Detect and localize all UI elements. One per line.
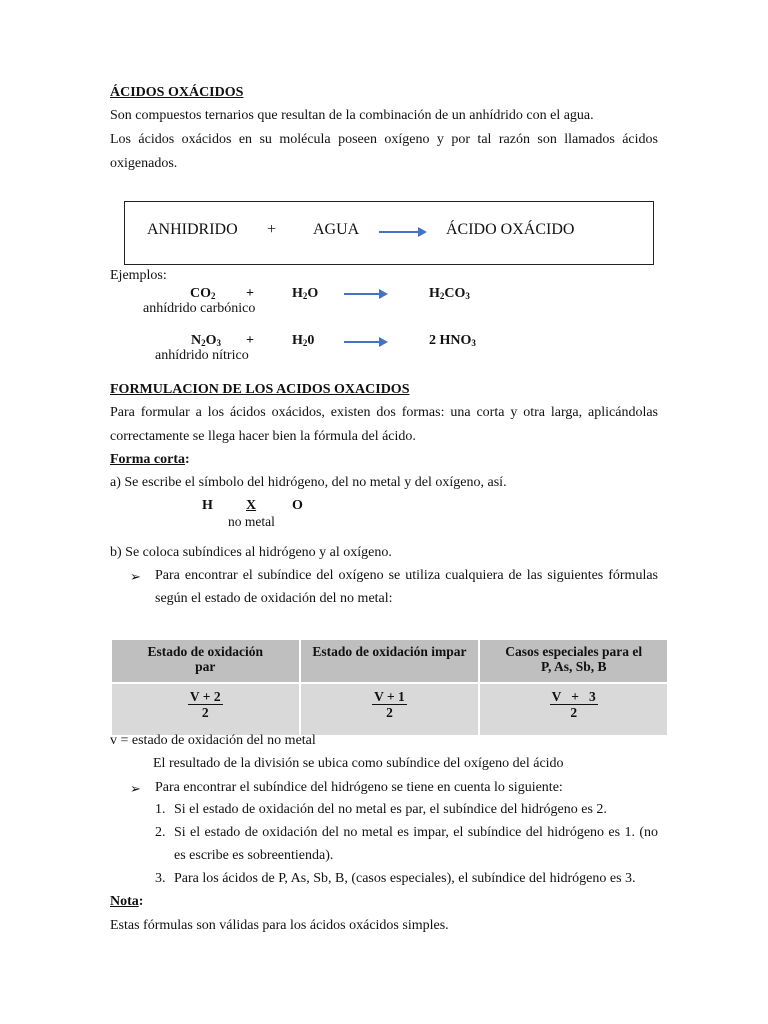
table-formula-odd: $\frac{V + 1}{2}$ <box>301 684 479 735</box>
intro-line-3: oxigenados. <box>110 156 178 171</box>
note-label: Nota: <box>110 894 144 909</box>
list-number-3: 3. <box>155 871 166 886</box>
example1-reactant1: $CO_2$ <box>190 286 216 301</box>
table-header-special: Casos especiales para el P, As, Sb, B <box>480 640 667 682</box>
step-b: b) Se coloca subíndices al hidrógeno y al oxígeno. <box>110 545 392 560</box>
example1-arrow-icon <box>344 293 386 295</box>
bullet1-line-2: según el estado de oxidación del no metal: <box>155 591 393 606</box>
formula-x: X <box>246 498 257 513</box>
list-number-1: 1. <box>155 802 166 817</box>
example1-reactant2: $H_2O$ <box>292 286 319 301</box>
formula-o: O <box>292 498 303 513</box>
step-a: a) Se escribe el símbolo del hidrógeno, del no metal y del oxígeno, así. <box>110 475 507 490</box>
examples-label: Ejemplos: <box>110 268 167 283</box>
bullet1-line-1: Para encontrar el subíndice del oxígeno se utiliza cualquiera de las siguientes fórmulas <box>155 568 658 583</box>
example2-arrow-icon <box>344 341 386 343</box>
intro-line-2: Los ácidos oxácidos en su molécula poseen oxígeno y por tal razón son llamados ácidos <box>110 132 658 147</box>
example2-name: anhídrido nítrico <box>155 348 249 363</box>
reaction-arrow-icon <box>379 231 425 233</box>
division-result: El resultado de la división se ubica como subíndice del oxígeno del ácido <box>153 756 564 771</box>
table-header-odd: Estado de oxidación impar <box>301 640 479 682</box>
table-header-even: Estado de oxidación par <box>112 640 299 682</box>
formulation-line-1: Para formular a los ácidos oxácidos, existen dos formas: una corta y otra larga, aplicándolas <box>110 405 658 420</box>
list-number-2: 2. <box>155 825 166 840</box>
list-item-2-cont: es escribe es sobreentienda). <box>174 848 334 863</box>
example2-reactant2: $H_20$ <box>292 333 315 348</box>
table-formula-even: $\frac{V + 2}{2}$ <box>112 684 299 735</box>
page-title: ÁCIDOS OXÁCIDOS <box>110 85 244 100</box>
note-text: Estas fórmulas son válidas para los ácidos oxácidos simples. <box>110 918 449 933</box>
formulation-line-2: correctamente se llega hacer bien la fórmula del ácido. <box>110 429 416 444</box>
formulation-heading: FORMULACION DE LOS ACIDOS OXACIDOS <box>110 382 410 397</box>
plus-sign: + <box>267 221 277 238</box>
list-item-2: Si el estado de oxidación del no metal es impar, el subíndice del hidrógeno es 1. (no <box>174 825 658 840</box>
list-item-1: Si el estado de oxidación del no metal es par, el subíndice del hidrógeno es 2. <box>174 802 607 817</box>
bullet2-text: Para encontrar el subíndice del hidrógeno se tiene en cuenta lo siguiente: <box>155 780 563 795</box>
product-acido-oxacido: ÁCIDO OXÁCIDO <box>446 221 575 238</box>
formula-x-label: no metal <box>228 514 275 529</box>
example2-reactant1: $N_2O_3$ <box>191 333 222 348</box>
example2-plus: + <box>246 333 254 348</box>
arrow-bullet-icon: ➢ <box>130 569 141 584</box>
intro-line-1: Son compuestos ternarios que resultan de la combinación de un anhídrido con el agua. <box>110 108 594 123</box>
reactant-agua: AGUA <box>313 221 360 238</box>
oxidation-formula-table <box>110 638 669 737</box>
example1-product: $H_2CO_3$ <box>429 286 470 301</box>
list-item-3: Para los ácidos de P, As, Sb, B, (casos especiales), el subíndice del hidrógeno es 3. <box>174 871 636 886</box>
arrow-bullet-icon: ➢ <box>130 781 141 796</box>
short-form-label: Forma corta: <box>110 452 190 467</box>
example2-product: 2 $HNO_3$ <box>429 333 476 348</box>
v-definition: v = estado de oxidación del no metal <box>110 733 316 748</box>
table-formula-special: $\frac{V + 3}{2}$ <box>480 684 667 735</box>
formula-h: H <box>202 498 213 513</box>
example1-name: anhídrido carbónico <box>143 301 256 316</box>
reactant-anhidrido: ANHIDRIDO <box>147 221 238 238</box>
example1-plus: + <box>246 286 254 301</box>
